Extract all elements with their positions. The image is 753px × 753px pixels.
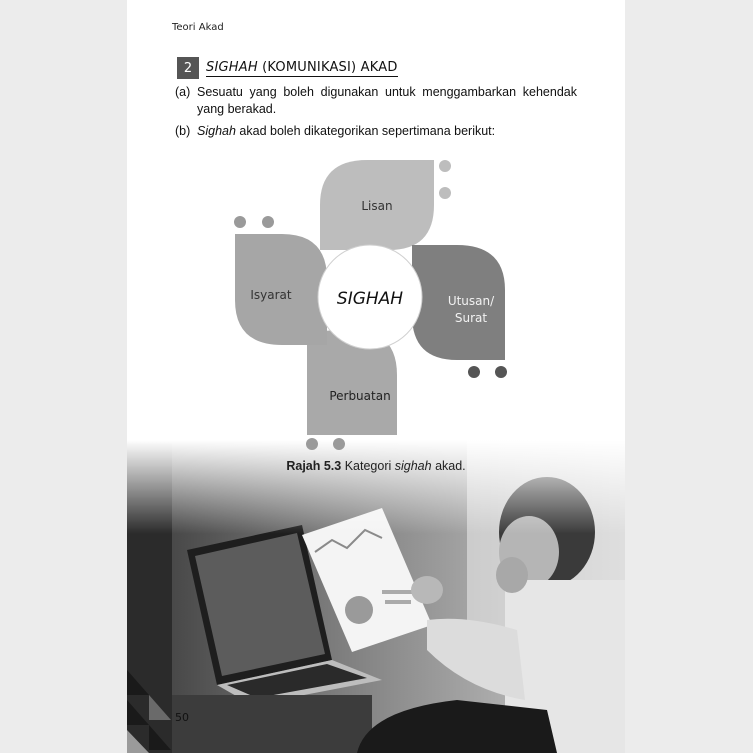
dot — [439, 187, 451, 199]
petal-label-surat: Surat — [454, 311, 488, 325]
paragraph-b-italic: Sighah — [197, 124, 236, 138]
dot — [306, 438, 318, 450]
petal-label-utusan: Utusan/ — [447, 294, 495, 308]
office-photo — [127, 440, 625, 753]
dot — [262, 216, 274, 228]
section-title-rest: (KOMUNIKASI) AKAD — [257, 59, 398, 75]
book-page — [127, 0, 625, 753]
paragraph-a-text: Sesuatu yang boleh digunakan untuk menggambarkan kehendak yang berakad. — [197, 85, 577, 116]
caption-text-italic: sighah — [394, 459, 432, 473]
section-number: 2 — [177, 57, 199, 79]
page-number: 50 — [175, 711, 189, 724]
dot — [495, 366, 507, 378]
paragraph-b-rest: akad boleh dikategorikan sepertimana berikut: — [235, 124, 496, 138]
caption-label: Rajah 5.3 — [286, 459, 342, 473]
running-header: Teori Akad — [172, 22, 224, 33]
dot — [333, 438, 345, 450]
dot — [468, 366, 480, 378]
center-label: SIGHAH — [336, 289, 404, 309]
petal-label-lisan: Lisan — [361, 199, 393, 213]
petal-label-perbuatan: Perbuatan — [329, 389, 391, 403]
paragraph-a-label: (a) — [175, 85, 191, 99]
section-title-italic: SIGHAH — [206, 59, 258, 75]
sighah-diagram — [127, 150, 625, 455]
caption-text-post: akad. — [431, 459, 466, 473]
dot — [439, 160, 451, 172]
section-heading — [177, 57, 398, 79]
paragraph-b — [175, 123, 577, 140]
dot — [234, 216, 246, 228]
paragraph-a — [175, 84, 577, 118]
caption-text-pre: Kategori — [341, 459, 395, 473]
figure-caption — [127, 459, 625, 473]
paragraph-b-label: (b) — [175, 124, 191, 138]
paragraph-b-text — [197, 123, 577, 140]
section-title — [206, 60, 398, 77]
petal-label-isyarat: Isyarat — [250, 288, 292, 302]
